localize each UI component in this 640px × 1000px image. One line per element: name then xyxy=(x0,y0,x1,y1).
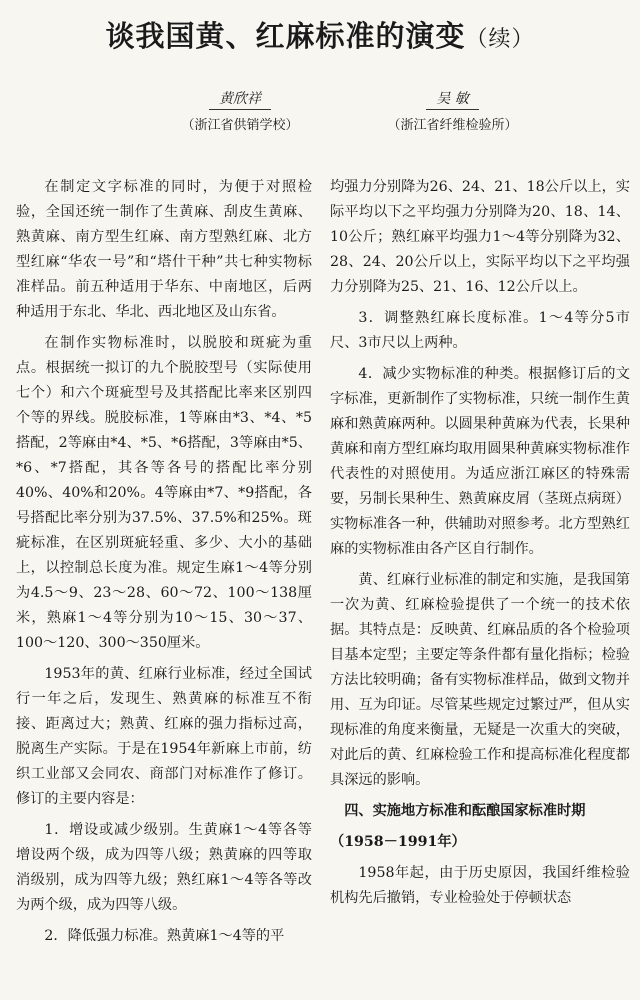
author-block-1 xyxy=(155,88,325,133)
author-name: 黄欣祥 xyxy=(209,88,271,110)
paragraph: 2．降低强力标准。熟黄麻1～4等的平 xyxy=(44,928,285,944)
title-suffix: （续） xyxy=(465,27,535,52)
article-title xyxy=(0,14,640,55)
paragraph: 1958年起，由于历史原因，我国纤维检验机构先后撤销，专业检验处于停顿状态 xyxy=(330,865,630,906)
section-period: （1958－1991年） xyxy=(330,834,466,850)
paragraph: 在制作实物标准时，以脱胶和斑疵为重点。根据统一拟订的九个脱胶型号（实际使用七个）和六个斑疵型号及其搭配比率来区别四个等的界线。脱胶标准，1等麻由*3、*4、*5搭配，2等麻由*4、*5、*6搭配，3等麻由*5、*6、*7搭配，其各等各号的搭配比率分别40%、40%和20%。4等麻由*7、*9搭配，各号搭配比率分别为37.5%、37.5%和25%。斑疵标准，在区别斑疵轻重、多少、大小的基础上，以控制总长度为准。规定生麻1～4等分别为4.5～9、23～28、60～72、100～138厘米，熟麻1～4等分别为10～15、30～37、100～120、300～350厘米。 xyxy=(16,335,312,651)
section-heading: 四、实施地方标准和酝酿国家标准时期 xyxy=(344,803,586,819)
paragraph: 1．增设或减少级别。生黄麻1～4等各等增设两个级，成为四等八级；熟黄麻的四等取消级别，成为四等九级；熟红麻1～4等各等改为两个级，成为四等八级。 xyxy=(16,822,312,913)
paragraph: 黄、红麻行业标准的制定和实施，是我国第一次为黄、红麻检验提供了一个统一的技术依据。其特点是：反映黄、红麻品质的各个检验项目基本定型；主要定等条件都有量化指标；检验方法比较明确；备有实物标准样品，做到文物并用、互为印证。尽管某些规定过繁过严，但从实现标准的角度来衡量，无疑是一次重大的突破，对此后的黄、红麻检验工作和提高标准化程度都具深远的影响。 xyxy=(330,572,630,788)
paragraph: 4．减少实物标准的种类。根据修订后的文字标准，更新制作了实物标准，只统一制作生黄麻和熟黄麻两种。以圆果种黄麻为代表，长果种黄麻和南方型红麻均取用圆果种黄麻实物标准作代表性的对照使用。为适应浙江麻区的特殊需要，另制长果种生、熟黄麻皮屑（茎斑点病斑）实物标准各一种，供辅助对照参考。北方型熟红麻的实物标准由各产区自行制作。 xyxy=(330,366,630,557)
author-affiliation: （浙江省供销学校） xyxy=(181,118,299,133)
paragraph: 在制定文字标准的同时，为便于对照检验，全国还统一制作了生黄麻、刮皮生黄麻、熟黄麻、南方型生红麻、南方型熟红麻、北方型红麻“华农一号”和“塔什干种”共七种实物标准样品。前五种适用于华东、中南地区，后两种适用于东北、华北、西北地区及山东省。 xyxy=(16,179,312,320)
paragraph: 均强力分别降为26、24、21、18公斤以上，实际平均以下之平均强力分别降为20、18、14、10公斤；熟红麻平均强力1～4等分别降为32、28、24、20公斤以上，实际平均以下之平均强力分别降为25、21、16、12公斤以上。 xyxy=(330,179,630,295)
author-block-2 xyxy=(365,88,540,133)
author-affiliation: （浙江省纤维检验所） xyxy=(387,118,518,133)
paragraph: 1953年的黄、红麻行业标准，经过全国试行一年之后，发现生、熟黄麻的标准互不衔接、距离过大；熟黄、红麻的强力指标过高，脱离生产实际。于是在1954年新麻上市前，纺织工业部又会同农、商部门对标准作了修订。修订的主要内容是： xyxy=(16,666,312,807)
right-column xyxy=(330,175,630,917)
paragraph: 3．调整熟红麻长度标准。1～4等分5市尺、3市尺以上两种。 xyxy=(330,310,630,351)
title-main: 谈我国黄、红麻标准的演变 xyxy=(105,19,466,53)
author-name: 吴 敏 xyxy=(426,88,478,110)
left-column xyxy=(16,175,312,955)
